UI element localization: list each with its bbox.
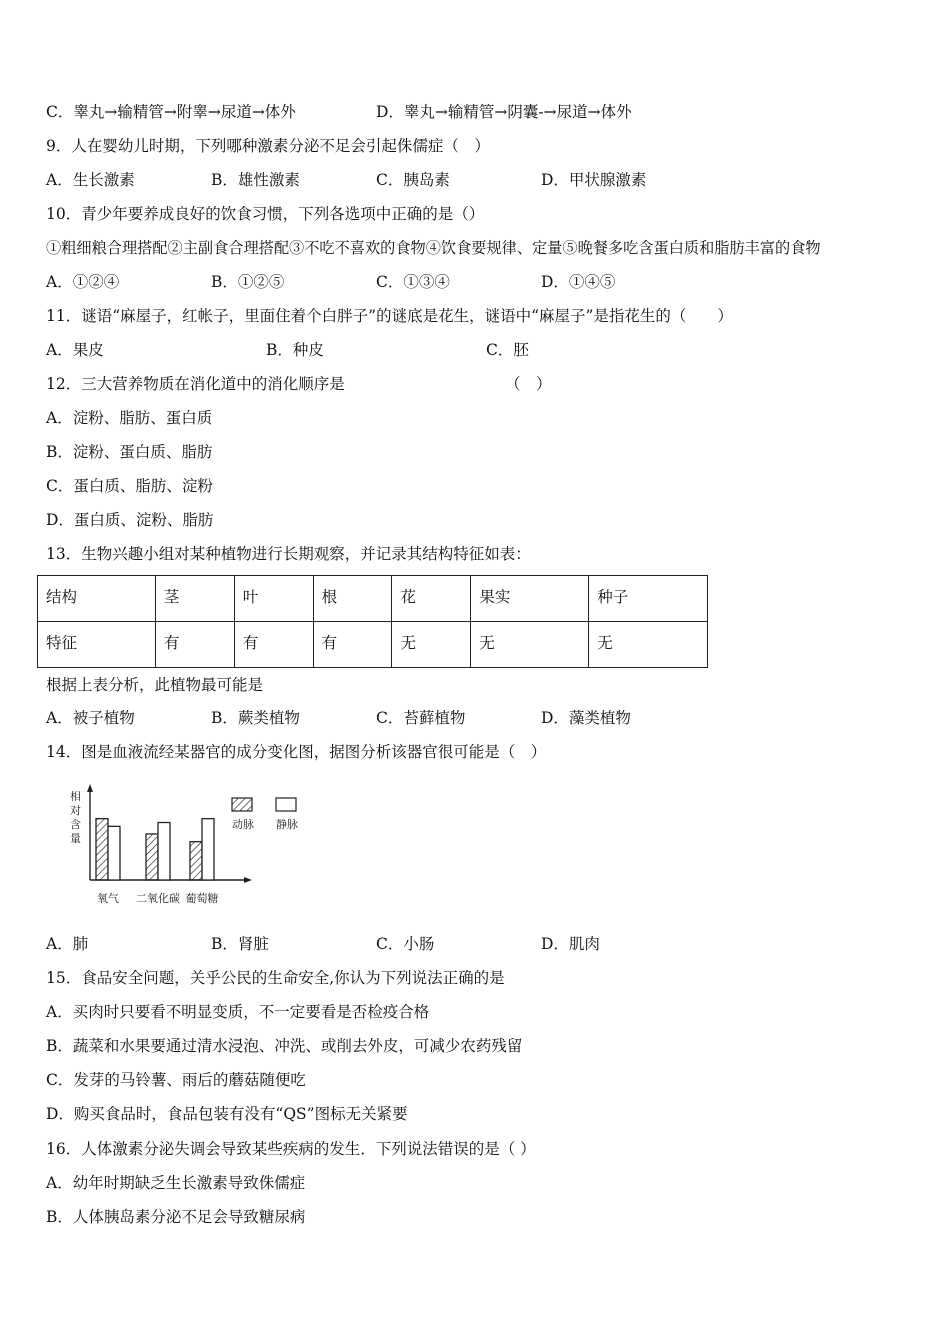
- table-row: [38, 622, 708, 668]
- q13-after-text: 根据上表分析，此植物最可能是: [46, 676, 264, 694]
- blood-composition-chart: [58, 780, 318, 915]
- q10-option-d: D．①④⑤: [541, 273, 616, 291]
- q12-stem: 12．三大营养物质在消化道中的消化顺序是: [46, 375, 345, 393]
- legend-label-artery: 动脉: [232, 818, 254, 831]
- q13-stem: 13．生物兴趣小组对某种植物进行长期观察，并记录其结构特征如表：: [46, 545, 531, 563]
- q11-option-c: C．胚: [486, 341, 529, 359]
- table-cell: 有: [313, 622, 392, 668]
- legend-swatch-artery: [232, 798, 252, 811]
- bar-vein-2: [158, 823, 170, 881]
- table-cell: 无: [589, 622, 708, 668]
- q16-option-b: B．人体胰岛素分泌不足会导致糖尿病: [46, 1208, 306, 1226]
- q9-option-a: A．生长激素: [46, 171, 135, 189]
- table-cell: 种子: [589, 576, 708, 622]
- q10-option-b: B．①②⑤: [211, 273, 285, 291]
- q9-option-c: C．胰岛素: [376, 171, 450, 189]
- bar-vein-3: [202, 819, 214, 880]
- bar-artery-2: [146, 834, 158, 880]
- x-axis-arrow-icon: [244, 877, 252, 883]
- table-cell: 有: [155, 622, 234, 668]
- x-tick-label: 氧气: [97, 892, 119, 905]
- y-axis-label: [70, 789, 81, 845]
- q11-option-b: B．种皮: [266, 341, 324, 359]
- q14-option-a: A．肺: [46, 935, 89, 953]
- table-cell: 特征: [38, 622, 156, 668]
- q10-items: ①粗细粮合理搭配②主副食合理搭配③不吃不喜欢的食物④饮食要规律、定量⑤晚餐多吃含蛋白质和脂肪丰富的食物: [46, 239, 821, 257]
- table-cell: 结构: [38, 576, 156, 622]
- table-cell: 有: [234, 622, 313, 668]
- structure-feature-table: [37, 575, 708, 668]
- q12-option-d: D．蛋白质、淀粉、脂肪: [46, 511, 214, 529]
- q14-stem: 14．图是血液流经某器官的成分变化图，据图分析该器官很可能是（ ）: [46, 743, 547, 761]
- bar-artery-1: [96, 819, 108, 880]
- table-cell: 叶: [234, 576, 313, 622]
- q10-stem: 10．青少年要养成良好的饮食习惯，下列各选项中正确的是（）: [46, 205, 485, 223]
- table-cell: 无: [471, 622, 589, 668]
- y-axis-label-text: 相对含量: [70, 790, 81, 845]
- q16-stem: 16．人体激素分泌失调会导致某些疾病的发生．下列说法错误的是（ ）: [46, 1140, 536, 1158]
- q9-option-d: D．甲状腺激素: [541, 171, 647, 189]
- q14-option-c: C．小肠: [376, 935, 435, 953]
- q8-option-d: D．睾丸→输精管→阴囊-→尿道→体外: [376, 103, 632, 121]
- table-cell: 根: [313, 576, 392, 622]
- q10-option-a: A．①②④: [46, 273, 120, 291]
- q11-option-a: A．果皮: [46, 341, 104, 359]
- q15-option-a: A．买肉时只要看不明显变质，不一定要看是否检疫合格: [46, 1003, 430, 1021]
- q14-option-d: D．肌肉: [541, 935, 600, 953]
- bar-artery-3: [190, 842, 202, 880]
- bar-vein-1: [108, 826, 120, 880]
- q12-option-b: B．淀粉、蛋白质、脂肪: [46, 443, 213, 461]
- q15-option-c: C．发芽的马铃薯、雨后的蘑菇随便吃: [46, 1071, 306, 1089]
- q15-stem: 15．食品安全问题，关乎公民的生命安全,你认为下列说法正确的是: [46, 969, 505, 987]
- table-row: [38, 576, 708, 622]
- q14-option-b: B．肾脏: [211, 935, 269, 953]
- q9-option-b: B．雄性激素: [211, 171, 300, 189]
- q13-option-a: A．被子植物: [46, 709, 135, 727]
- q11-stem: 11．谜语“麻屋子，红帐子，里面住着个白胖子”的谜底是花生，谜语中“麻屋子”是指花生的（ ）: [46, 307, 733, 325]
- q16-option-a: A．幼年时期缺乏生长激素导致侏儒症: [46, 1174, 306, 1192]
- legend-swatch-vein: [276, 798, 296, 811]
- q10-option-c: C．①③④: [376, 273, 450, 291]
- table-cell: 无: [392, 622, 471, 668]
- table-cell: 茎: [155, 576, 234, 622]
- q8-option-c: C．睾丸→输精管→附睾→尿道→体外: [46, 103, 296, 121]
- table-cell: 果实: [471, 576, 589, 622]
- q12-blank: （ ）: [505, 375, 552, 393]
- q9-stem: 9．人在婴幼儿时期，下列哪种激素分泌不足会引起侏儒症（ ）: [46, 137, 490, 155]
- q13-option-b: B．蕨类植物: [211, 709, 300, 727]
- table-cell: 花: [392, 576, 471, 622]
- y-axis-arrow-icon: [87, 784, 93, 792]
- x-tick-label: 二氧化碳: [136, 892, 180, 905]
- q15-option-d: D．购买食品时，食品包装有没有“QS”图标无关紧要: [46, 1105, 408, 1123]
- q12-option-c: C．蛋白质、脂肪、淀粉: [46, 477, 213, 495]
- q13-option-d: D．藻类植物: [541, 709, 631, 727]
- q15-option-b: B．蔬菜和水果要通过清水浸泡、冲洗、或削去外皮，可减少农药残留: [46, 1037, 523, 1055]
- legend-label-vein: 静脉: [276, 818, 298, 831]
- x-tick-label: 葡萄糖: [185, 892, 219, 905]
- q13-option-c: C．苔藓植物: [376, 709, 466, 727]
- q12-option-a: A．淀粉、脂肪、蛋白质: [46, 409, 213, 427]
